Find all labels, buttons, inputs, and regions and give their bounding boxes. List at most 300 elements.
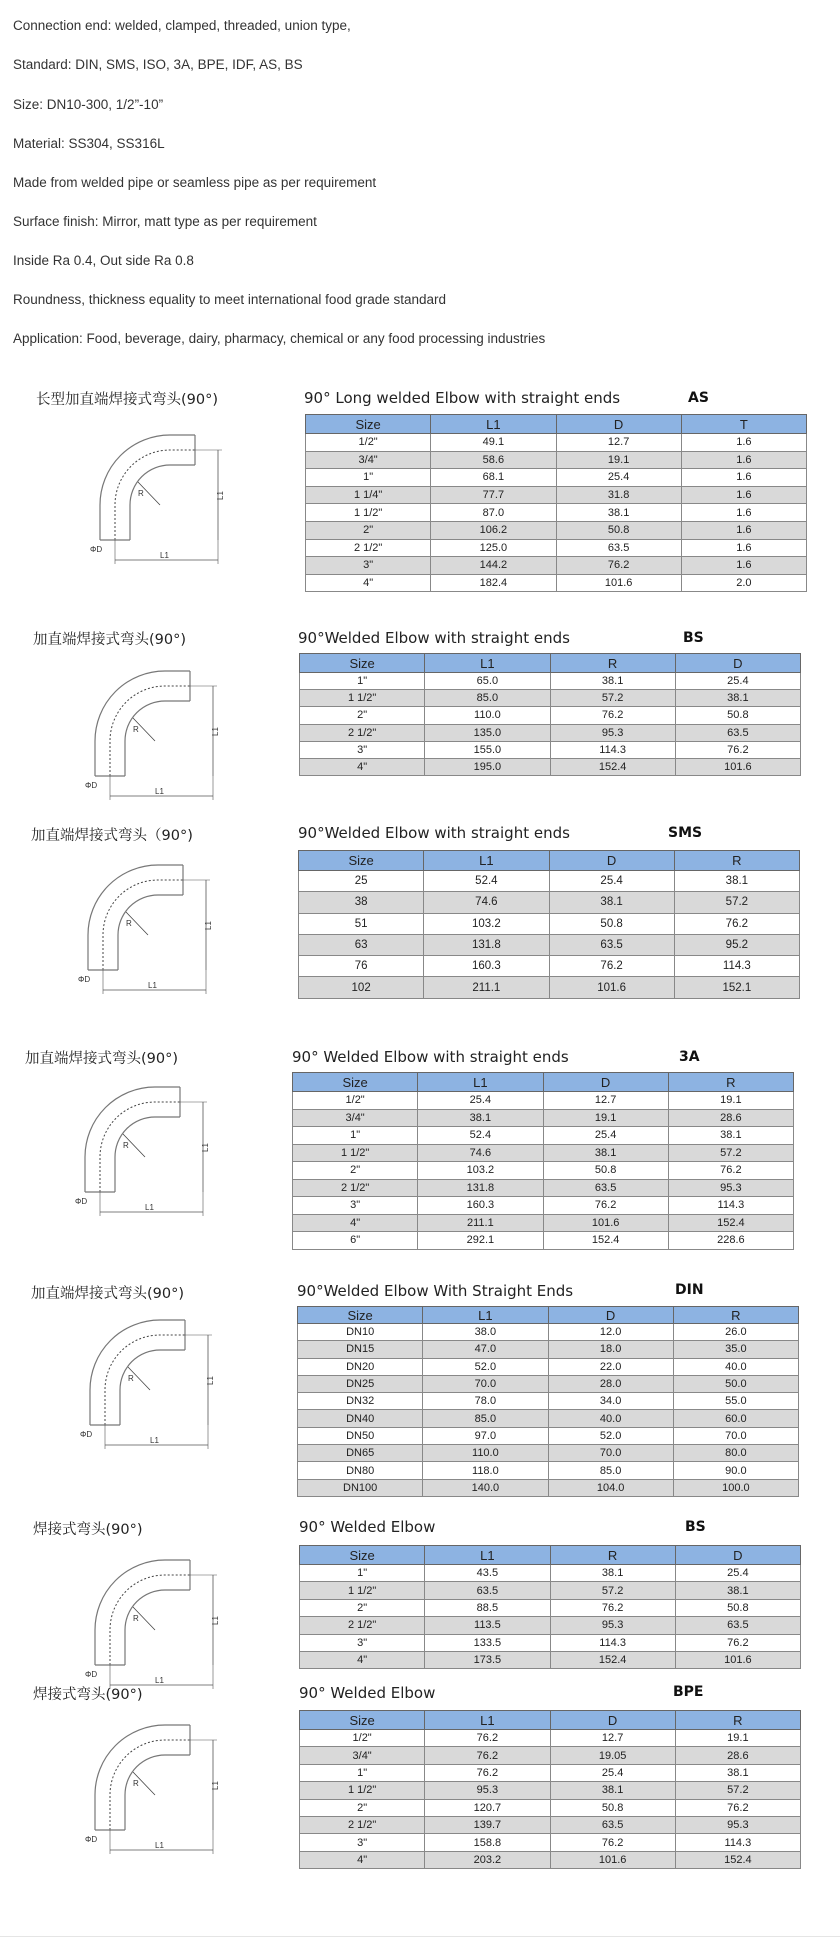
spec-table <box>297 1306 799 1497</box>
table-body <box>298 1324 799 1497</box>
table-cell: 63 <box>299 934 424 955</box>
table-row <box>306 521 807 539</box>
table-cell: 1" <box>300 1764 425 1781</box>
elbow-centerline <box>110 1575 190 1665</box>
table-cell: 135.0 <box>425 724 550 741</box>
table-row <box>300 741 801 758</box>
table-cell: 103.2 <box>418 1162 543 1180</box>
table-cell: 3/4" <box>306 451 431 469</box>
table-cell: 38.1 <box>668 1127 793 1145</box>
table-cell: 38.1 <box>674 871 799 892</box>
table-body <box>300 1730 801 1869</box>
table-cell: 51 <box>299 913 424 934</box>
table-cell: 55.0 <box>673 1393 798 1410</box>
elbow-drawing-wrapper <box>85 1545 235 1700</box>
table-cell: 38.1 <box>556 504 681 522</box>
table-row <box>306 557 807 575</box>
section-chinese-title: 加直端焊接式弯头(90°) <box>31 1286 185 1302</box>
table-cell: 158.8 <box>425 1834 550 1851</box>
section-title: 90°Welded Elbow with straight ends <box>298 629 570 647</box>
table-cell: 57.2 <box>675 1782 800 1799</box>
table-row <box>298 1341 799 1358</box>
table-cell: 4" <box>300 758 425 775</box>
dimension-label: ΦD <box>75 1197 88 1206</box>
table-cell: 100.0 <box>673 1479 798 1496</box>
table-row <box>300 1747 801 1764</box>
table-cell: DN10 <box>298 1324 423 1341</box>
table-row <box>293 1232 794 1250</box>
table-cell: 95.3 <box>550 1617 675 1634</box>
dimension-label: L1 <box>201 1143 210 1152</box>
table-cell: DN20 <box>298 1358 423 1375</box>
column-header: D <box>549 851 674 871</box>
dimension-label: ΦD <box>78 975 91 984</box>
table-cell: 101.6 <box>550 1851 675 1868</box>
table-cell: 1/2" <box>293 1092 418 1110</box>
table-cell: 63.5 <box>549 934 674 955</box>
table-row <box>300 1851 801 1868</box>
elbow-drawing <box>85 1710 235 1860</box>
table-cell: 76.2 <box>543 1197 668 1215</box>
table-cell: 76.2 <box>668 1162 793 1180</box>
dimension-label: R <box>133 725 139 734</box>
elbow-drawing <box>85 656 235 806</box>
table-cell: 85.0 <box>425 690 550 707</box>
spec-line: Surface finish: Mirror, matt type as per requirement <box>13 214 317 229</box>
table-cell: 2" <box>300 1599 425 1616</box>
table-row <box>300 1617 801 1634</box>
table-cell: 57.2 <box>550 1582 675 1599</box>
table-row <box>298 1375 799 1392</box>
dimension-label: R <box>123 1141 129 1150</box>
table-cell: 4" <box>306 574 431 592</box>
table-row <box>300 673 801 690</box>
table-cell: 40.0 <box>673 1358 798 1375</box>
dimension-label: L1 <box>150 1436 159 1445</box>
column-header: R <box>673 1307 798 1324</box>
table-row <box>300 1816 801 1833</box>
table-cell: 38.1 <box>550 1565 675 1582</box>
table-header-row <box>306 415 807 434</box>
table-cell: 40.0 <box>548 1410 673 1427</box>
section-title: 90°Welded Elbow with straight ends <box>298 824 570 842</box>
table-body <box>299 871 800 999</box>
table-cell: 3" <box>300 741 425 758</box>
table-cell: 52.0 <box>423 1358 548 1375</box>
table-cell: 76.2 <box>675 741 800 758</box>
table-row <box>306 539 807 557</box>
column-header: R <box>675 1711 800 1730</box>
table-row <box>293 1109 794 1127</box>
dimension-label: R <box>133 1779 139 1788</box>
table-cell: 76.2 <box>550 1834 675 1851</box>
table-cell: 1 1/4" <box>306 486 431 504</box>
dimension-label: L1 <box>206 1376 215 1385</box>
table-cell: 1/2" <box>300 1730 425 1747</box>
table-cell: 2.0 <box>681 574 806 592</box>
table-row <box>293 1092 794 1110</box>
table-cell: 25.4 <box>675 673 800 690</box>
table-row <box>298 1324 799 1341</box>
table-row <box>300 758 801 775</box>
table-row <box>300 1834 801 1851</box>
table-cell: 57.2 <box>550 690 675 707</box>
table-cell: 1" <box>300 1565 425 1582</box>
table-row <box>300 1634 801 1651</box>
column-header: Size <box>300 1711 425 1730</box>
standard-badge: BS <box>683 630 704 646</box>
table-row <box>298 1410 799 1427</box>
standard-badge: DIN <box>675 1282 704 1298</box>
table-cell: 195.0 <box>425 758 550 775</box>
table-row <box>306 486 807 504</box>
table-row <box>298 1479 799 1496</box>
table-row <box>293 1197 794 1215</box>
table-cell: 182.4 <box>431 574 556 592</box>
table-cell: 28.0 <box>548 1375 673 1392</box>
table-cell: 1.6 <box>681 434 806 452</box>
table-cell: 63.5 <box>550 1816 675 1833</box>
table-cell: 95.3 <box>550 724 675 741</box>
table-cell: 2" <box>293 1162 418 1180</box>
table-cell: 110.0 <box>423 1445 548 1462</box>
table-row <box>293 1127 794 1145</box>
spec-table <box>292 1072 794 1250</box>
column-header: Size <box>306 415 431 434</box>
table-row <box>299 934 800 955</box>
table-cell: 74.6 <box>418 1144 543 1162</box>
table-cell: 160.3 <box>418 1197 543 1215</box>
table-cell: 114.3 <box>550 741 675 758</box>
table-cell: 38.1 <box>675 1764 800 1781</box>
table-cell: 70.0 <box>673 1427 798 1444</box>
elbow-inner-wall <box>118 895 183 970</box>
table-cell: 114.3 <box>674 956 799 977</box>
table-header-row <box>298 1307 799 1324</box>
table-body <box>306 434 807 592</box>
table-cell: 102 <box>299 977 424 998</box>
table-row <box>293 1179 794 1197</box>
table-cell: 19.1 <box>675 1730 800 1747</box>
table-cell: 78.0 <box>423 1393 548 1410</box>
elbow-drawing <box>78 850 228 1000</box>
table-cell: 140.0 <box>423 1479 548 1496</box>
standard-badge: BS <box>685 1519 706 1535</box>
column-header: L1 <box>431 415 556 434</box>
table-cell: DN25 <box>298 1375 423 1392</box>
table-cell: 19.1 <box>543 1109 668 1127</box>
table-cell: 1" <box>300 673 425 690</box>
table-cell: 22.0 <box>548 1358 673 1375</box>
column-header: L1 <box>423 1307 548 1324</box>
column-header: Size <box>298 1307 423 1324</box>
table-row <box>306 451 807 469</box>
table-cell: 131.8 <box>424 934 549 955</box>
table-cell: 101.6 <box>543 1214 668 1232</box>
table-header <box>306 415 807 434</box>
spec-line: Inside Ra 0.4, Out side Ra 0.8 <box>13 253 194 268</box>
dimension-label: L1 <box>204 921 213 930</box>
table-cell: 38.1 <box>418 1109 543 1127</box>
table-cell: 87.0 <box>431 504 556 522</box>
dimension-label: L1 <box>160 551 169 560</box>
spec-line: Size: DN10-300, 1/2”-10” <box>13 97 164 112</box>
table-cell: 58.6 <box>431 451 556 469</box>
table-cell: 38.0 <box>423 1324 548 1341</box>
table-row <box>300 690 801 707</box>
table-cell: 76.2 <box>425 1730 550 1747</box>
dimension-label: R <box>133 1614 139 1623</box>
elbow-inner-wall <box>125 1755 190 1830</box>
elbow-inner-wall <box>125 701 190 776</box>
table-cell: 25.4 <box>556 469 681 487</box>
table-cell: 1/2" <box>306 434 431 452</box>
dimension-label: L1 <box>155 1841 164 1850</box>
table-row <box>299 913 800 934</box>
dimension-label: L1 <box>155 1676 164 1685</box>
table-cell: DN15 <box>298 1341 423 1358</box>
dimension-label: R <box>128 1374 134 1383</box>
table-cell: 76 <box>299 956 424 977</box>
table-cell: 50.0 <box>673 1375 798 1392</box>
section-title: 90°Welded Elbow With Straight Ends <box>297 1282 574 1300</box>
table-body <box>300 1565 801 1669</box>
table-row <box>293 1214 794 1232</box>
table-cell: 38.1 <box>550 673 675 690</box>
table-cell: 228.6 <box>668 1232 793 1250</box>
table-cell: 65.0 <box>425 673 550 690</box>
table-cell: 95.2 <box>674 934 799 955</box>
table-cell: 4" <box>293 1214 418 1232</box>
elbow-outer-wall <box>88 865 183 970</box>
table-cell: 76.2 <box>674 913 799 934</box>
table-row <box>293 1162 794 1180</box>
table-cell: 1" <box>293 1127 418 1145</box>
elbow-centerline <box>110 686 190 776</box>
table-cell: 1 1/2" <box>293 1144 418 1162</box>
table-cell: 2 1/2" <box>300 1617 425 1634</box>
table-cell: 95.3 <box>425 1782 550 1799</box>
table-body <box>300 673 801 776</box>
table-cell: 2 1/2" <box>306 539 431 557</box>
table-cell: 173.5 <box>425 1651 550 1668</box>
elbow-outer-wall <box>95 1725 190 1830</box>
table-header <box>300 654 801 673</box>
section-chinese-title: 长型加直端焊接式弯头(90°) <box>36 392 219 408</box>
table-cell: 74.6 <box>424 892 549 913</box>
elbow-outer-wall <box>85 1087 180 1192</box>
table-cell: 52.4 <box>418 1127 543 1145</box>
table-cell: 3" <box>293 1197 418 1215</box>
elbow-inner-wall <box>115 1117 180 1192</box>
column-header: Size <box>300 654 425 673</box>
table-cell: DN50 <box>298 1427 423 1444</box>
table-header-row <box>300 1546 801 1565</box>
standard-badge: BPE <box>673 1684 704 1700</box>
spec-table <box>305 414 807 592</box>
table-cell: 31.8 <box>556 486 681 504</box>
table-cell: 160.3 <box>424 956 549 977</box>
table-cell: 63.5 <box>675 724 800 741</box>
table-cell: 4" <box>300 1651 425 1668</box>
elbow-centerline <box>100 1102 180 1192</box>
column-header: Size <box>293 1073 418 1092</box>
column-header: Size <box>300 1546 425 1565</box>
table-cell: 114.3 <box>675 1834 800 1851</box>
table-cell: 133.5 <box>425 1634 550 1651</box>
table-cell: 106.2 <box>431 521 556 539</box>
table-cell: 3" <box>300 1634 425 1651</box>
table-cell: 114.3 <box>668 1197 793 1215</box>
table-cell: 152.4 <box>543 1232 668 1250</box>
dimension-label: L1 <box>211 727 220 736</box>
spec-line: Standard: DIN, SMS, ISO, 3A, BPE, IDF, AS, BS <box>13 57 303 72</box>
table-cell: 25.4 <box>550 1764 675 1781</box>
table-header <box>300 1546 801 1565</box>
table-cell: 57.2 <box>674 892 799 913</box>
table-cell: 70.0 <box>548 1445 673 1462</box>
elbow-inner-wall <box>120 1350 185 1425</box>
spec-line: Connection end: welded, clamped, threaded, union type, <box>13 18 351 33</box>
table-cell: 38.1 <box>543 1144 668 1162</box>
table-row <box>300 1582 801 1599</box>
table-cell: 88.5 <box>425 1599 550 1616</box>
table-cell: 57.2 <box>668 1144 793 1162</box>
table-row <box>293 1144 794 1162</box>
column-header: R <box>674 851 799 871</box>
table-row <box>298 1393 799 1410</box>
table-cell: 50.8 <box>549 913 674 934</box>
table-cell: 1.6 <box>681 539 806 557</box>
dimension-label: ΦD <box>90 545 103 554</box>
table-cell: 95.3 <box>668 1179 793 1197</box>
table-cell: 120.7 <box>425 1799 550 1816</box>
table-row <box>300 724 801 741</box>
column-header: R <box>668 1073 793 1092</box>
table-cell: 101.6 <box>549 977 674 998</box>
table-cell: 19.05 <box>550 1747 675 1764</box>
table-cell: 101.6 <box>675 758 800 775</box>
table-cell: 76.2 <box>550 1599 675 1616</box>
column-header: D <box>550 1711 675 1730</box>
table-cell: DN65 <box>298 1445 423 1462</box>
table-cell: 1.6 <box>681 504 806 522</box>
elbow-drawing-wrapper <box>85 656 235 811</box>
elbow-drawing-wrapper <box>85 1710 235 1865</box>
column-header: T <box>681 415 806 434</box>
spec-table <box>299 653 801 776</box>
table-cell: 2" <box>300 1799 425 1816</box>
table-cell: 85.0 <box>548 1462 673 1479</box>
table-cell: 113.5 <box>425 1617 550 1634</box>
elbow-drawing <box>90 420 240 570</box>
table-cell: 26.0 <box>673 1324 798 1341</box>
table-cell: 38.1 <box>550 1782 675 1799</box>
table-cell: DN80 <box>298 1462 423 1479</box>
dimension-label: R <box>126 919 132 928</box>
table-cell: 85.0 <box>423 1410 548 1427</box>
column-header: D <box>543 1073 668 1092</box>
elbow-drawing <box>85 1545 235 1695</box>
table-cell: 49.1 <box>431 434 556 452</box>
table-cell: 50.8 <box>543 1162 668 1180</box>
table-cell: 76.2 <box>425 1764 550 1781</box>
dimension-label: L1 <box>211 1616 220 1625</box>
table-row <box>300 1782 801 1799</box>
elbow-inner-wall <box>125 1590 190 1665</box>
table-cell: 76.2 <box>425 1747 550 1764</box>
elbow-drawing-wrapper <box>80 1305 230 1460</box>
table-row <box>299 977 800 998</box>
column-header: L1 <box>418 1073 543 1092</box>
table-cell: DN40 <box>298 1410 423 1427</box>
table-cell: 76.2 <box>550 707 675 724</box>
column-header: L1 <box>425 654 550 673</box>
spec-line: Roundness, thickness equality to meet international food grade standard <box>13 292 447 307</box>
elbow-outer-wall <box>90 1320 185 1425</box>
table-cell: DN100 <box>298 1479 423 1496</box>
section-chinese-title: 加直端焊接式弯头(90°) <box>25 1051 179 1067</box>
dimension-label: ΦD <box>85 1835 98 1844</box>
table-row <box>300 1565 801 1582</box>
table-cell: 35.0 <box>673 1341 798 1358</box>
table-body <box>293 1092 794 1250</box>
table-cell: 50.8 <box>550 1799 675 1816</box>
dimension-label: ΦD <box>85 781 98 790</box>
table-cell: 3/4" <box>300 1747 425 1764</box>
table-row <box>300 1799 801 1816</box>
table-header <box>298 1307 799 1324</box>
table-row <box>298 1427 799 1444</box>
table-cell: 38.1 <box>675 690 800 707</box>
table-cell: 38 <box>299 892 424 913</box>
elbow-centerline <box>115 450 195 540</box>
column-header: L1 <box>425 1546 550 1565</box>
column-header: D <box>675 654 800 673</box>
table-cell: 76.2 <box>675 1799 800 1816</box>
table-cell: 1 1/2" <box>300 690 425 707</box>
table-cell: 1.6 <box>681 486 806 504</box>
table-cell: 50.8 <box>675 1599 800 1616</box>
section-chinese-title: 焊接式弯头(90°) <box>33 1687 143 1703</box>
spec-line: Material: SS304, SS316L <box>13 136 165 151</box>
dimension-label: L1 <box>155 787 164 796</box>
column-header: L1 <box>425 1711 550 1730</box>
table-cell: 2 1/2" <box>300 724 425 741</box>
table-cell: 63.5 <box>556 539 681 557</box>
table-row <box>300 1764 801 1781</box>
table-cell: 4" <box>300 1851 425 1868</box>
table-cell: 6" <box>293 1232 418 1250</box>
column-header: R <box>550 1546 675 1565</box>
table-row <box>298 1462 799 1479</box>
table-cell: 139.7 <box>425 1816 550 1833</box>
table-cell: 114.3 <box>550 1634 675 1651</box>
column-header: R <box>550 654 675 673</box>
table-cell: 1 1/2" <box>306 504 431 522</box>
table-row <box>298 1358 799 1375</box>
table-cell: 47.0 <box>423 1341 548 1358</box>
standard-badge: 3A <box>679 1049 700 1065</box>
column-header: D <box>675 1546 800 1565</box>
table-cell: 144.2 <box>431 557 556 575</box>
elbow-centerline <box>103 880 183 970</box>
spec-table <box>298 850 800 999</box>
table-cell: 25.4 <box>549 871 674 892</box>
dimension-label: ΦD <box>85 1670 98 1679</box>
elbow-outer-wall <box>95 671 190 776</box>
table-cell: 3" <box>300 1834 425 1851</box>
